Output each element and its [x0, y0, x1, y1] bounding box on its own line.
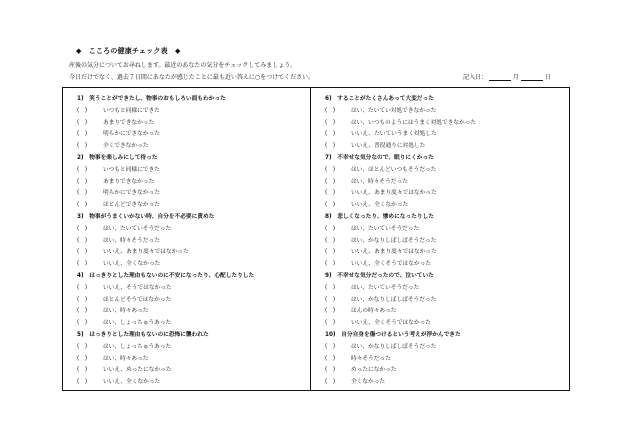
day-blank[interactable] [521, 74, 543, 81]
answer-circle-slot[interactable]: ( ) [77, 284, 88, 291]
answer-option[interactable] [325, 306, 569, 318]
answer-circle-slot[interactable]: ( ) [77, 320, 88, 327]
answer-label: はい、時々そうだった [103, 237, 160, 244]
answer-option[interactable] [325, 129, 569, 141]
answer-label: いいえ、全くそうではなかった [351, 320, 431, 327]
answer-label: はい、たいていそうだった [103, 225, 172, 232]
answer-option[interactable] [77, 236, 310, 248]
answer-circle-slot[interactable]: ( ) [77, 355, 88, 362]
answer-circle-slot[interactable]: ( ) [325, 237, 336, 244]
answer-option[interactable] [325, 236, 569, 248]
answer-circle-slot[interactable]: ( ) [77, 367, 88, 374]
answer-circle-slot[interactable]: ( ) [77, 379, 88, 386]
answer-circle-slot[interactable]: ( ) [77, 202, 88, 209]
question-title: 10) 自分自身を傷つけるという考えが浮かんできた [325, 331, 461, 338]
answer-option[interactable] [77, 129, 310, 141]
answer-circle-slot[interactable]: ( ) [325, 343, 336, 350]
answer-label: いつもと同様にできた [103, 107, 160, 114]
question-block [77, 330, 310, 389]
answer-option[interactable] [77, 106, 310, 118]
question-title: 2) 物事を楽しみにして待った [77, 154, 158, 161]
answer-label: 時々そうだった [351, 355, 391, 362]
answer-circle-slot[interactable]: ( ) [325, 131, 336, 138]
answer-label: はい、かなりしばしばそうだった [351, 237, 437, 244]
month-blank[interactable] [489, 74, 511, 81]
answer-option[interactable] [325, 354, 569, 366]
question-block [325, 94, 569, 153]
month-label: 月 [512, 74, 519, 81]
answer-circle-slot[interactable]: ( ) [77, 296, 88, 303]
answer-circle-slot[interactable]: ( ) [325, 284, 336, 291]
question-sheet [62, 87, 570, 391]
question-block [325, 271, 569, 330]
intro-line-2: 今日だけでなく、過去７日間にあなたが感じたことに最も近い答えに○をつけてください。 [69, 74, 315, 81]
answer-option[interactable] [325, 295, 569, 307]
answer-circle-slot[interactable]: ( ) [77, 343, 88, 350]
answer-option[interactable] [325, 342, 569, 354]
answer-option[interactable] [77, 224, 310, 236]
date-field[interactable] [463, 72, 551, 81]
answer-option[interactable] [325, 106, 569, 118]
answer-option[interactable] [77, 165, 310, 177]
answer-option[interactable] [325, 188, 569, 200]
answer-circle-slot[interactable]: ( ) [325, 119, 336, 126]
answer-option[interactable] [77, 141, 310, 153]
answer-option[interactable] [77, 354, 310, 366]
answer-label: はい、たいていそうだった [351, 284, 420, 291]
answer-option[interactable] [77, 188, 310, 200]
question-title: 4) はっきりとした理由もないのに不安になったり、心配したりした [77, 272, 255, 279]
day-label: 日 [544, 74, 551, 81]
question-block [325, 330, 569, 389]
answer-circle-slot[interactable]: ( ) [77, 119, 88, 126]
answer-circle-slot[interactable]: ( ) [325, 355, 336, 362]
answer-label: 明らかにできなかった [103, 131, 160, 138]
answer-circle-slot[interactable]: ( ) [77, 225, 88, 232]
answer-circle-slot[interactable]: ( ) [325, 249, 336, 256]
date-label: 記入日： [463, 74, 488, 81]
question-title: 6) することがたくさんあって大変だった [325, 96, 434, 102]
answer-label: はい、時々あった [103, 308, 149, 315]
left-column [63, 88, 310, 390]
answer-label: いいえ、全くそうではなかった [351, 261, 431, 268]
answer-option[interactable] [325, 165, 569, 177]
answer-label: はい、ほとんどいつもそうだった [351, 166, 437, 173]
answer-label: 全くなかった [351, 379, 386, 386]
answer-circle-slot[interactable]: ( ) [325, 379, 336, 386]
answer-label: はい、時々あった [103, 355, 149, 362]
answer-circle-slot[interactable]: ( ) [325, 202, 336, 209]
answer-circle-slot[interactable]: ( ) [325, 143, 336, 150]
answer-label: 明らかにできなかった [103, 190, 160, 197]
question-title: 1) 笑うことができたし、物事のおもしろい面もわかった [77, 96, 226, 102]
answer-option[interactable] [325, 177, 569, 189]
question-block [77, 94, 310, 153]
answer-option[interactable] [325, 259, 569, 271]
answer-circle-slot[interactable]: ( ) [325, 178, 336, 185]
answer-circle-slot[interactable]: ( ) [325, 190, 336, 197]
answer-label: はい、かなりしばしばそうだった [351, 296, 437, 303]
answer-label: はい、しょっちゅうあった [103, 320, 172, 327]
answer-option[interactable] [77, 118, 310, 130]
answer-option[interactable] [77, 295, 310, 307]
answer-option[interactable] [77, 377, 310, 389]
answer-option[interactable] [325, 200, 569, 212]
answer-circle-slot[interactable]: ( ) [77, 261, 88, 268]
answer-label: ほとんどそうではなかった [103, 296, 172, 303]
answer-circle-slot[interactable]: ( ) [325, 107, 336, 114]
answer-option[interactable] [325, 247, 569, 259]
answer-label: はい、時々そうだった [351, 178, 408, 185]
answer-option[interactable] [325, 365, 569, 377]
answer-option[interactable] [77, 318, 310, 330]
answer-option[interactable] [325, 224, 569, 236]
answer-label: めったになかった [351, 367, 397, 374]
answer-circle-slot[interactable]: ( ) [77, 249, 88, 256]
answer-option[interactable] [77, 177, 310, 189]
answer-option[interactable] [77, 200, 310, 212]
answer-label: いいえ、あまり度々ではなかった [351, 249, 437, 256]
answer-circle-slot[interactable]: ( ) [77, 143, 88, 150]
answer-label: ほんの時々あった [351, 308, 397, 315]
answer-circle-slot[interactable]: ( ) [77, 107, 88, 114]
form-title: ◆ こころの健康チェック表 ◆ [76, 47, 181, 55]
answer-circle-slot[interactable]: ( ) [325, 367, 336, 374]
answer-circle-slot[interactable]: ( ) [325, 308, 336, 315]
answer-circle-slot[interactable]: ( ) [77, 237, 88, 244]
answer-label: ほとんどできなかった [103, 202, 160, 209]
answer-label: いいえ、めったになかった [103, 367, 172, 374]
answer-circle-slot[interactable]: ( ) [77, 131, 88, 138]
right-column [310, 88, 569, 390]
answer-label: いいえ、たいていうまく対処した [351, 131, 437, 138]
answer-option[interactable] [325, 377, 569, 389]
answer-circle-slot[interactable]: ( ) [77, 166, 88, 173]
answer-circle-slot[interactable]: ( ) [325, 166, 336, 173]
answer-option[interactable] [325, 118, 569, 130]
answer-option[interactable] [77, 365, 310, 377]
question-block [77, 271, 310, 330]
answer-option[interactable] [77, 247, 310, 259]
question-block [77, 153, 310, 212]
answer-option[interactable] [325, 141, 569, 153]
answer-circle-slot[interactable]: ( ) [77, 308, 88, 315]
answer-label: いいえ、全くなかった [103, 261, 161, 268]
answer-label: あまりできなかった [103, 119, 155, 126]
question-block [77, 212, 310, 271]
answer-circle-slot[interactable]: ( ) [77, 190, 88, 197]
answer-option[interactable] [325, 283, 569, 295]
answer-label: いいえ、あまり度々ではなかった [351, 190, 437, 197]
answer-label: あまりできなかった [103, 178, 155, 185]
answer-label: はい、しょっちゅうあった [103, 343, 172, 350]
answer-label: いいえ、あまり度々ではなかった [103, 249, 189, 256]
question-title: 7) 不幸せな気分なので、眠りにくかった [325, 154, 434, 161]
answer-circle-slot[interactable]: ( ) [325, 320, 336, 327]
answer-label: いいえ、全くなかった [103, 379, 161, 386]
question-title: 5) はっきりとした理由もないのに恐怖に襲われた [77, 331, 209, 338]
answer-label: 全くできなかった [103, 143, 149, 150]
answer-option[interactable] [77, 259, 310, 271]
answer-circle-slot[interactable]: ( ) [325, 296, 336, 303]
intro-line-1: 産後の気分についてお尋ねします。最近のあなたの気分をチェックしてみましょう。 [69, 62, 297, 69]
answer-label: いいえ、普段通りに対処した [351, 143, 426, 150]
answer-option[interactable] [77, 342, 310, 354]
answer-circle-slot[interactable]: ( ) [325, 261, 336, 268]
answer-label: はい、かなりしばしばそうだった [351, 343, 437, 350]
answer-label: はい、たいていそうだった [351, 225, 420, 232]
question-title: 8) 悲しくなったり、惨めになったりした [325, 213, 434, 220]
question-block [325, 212, 569, 271]
question-block [325, 153, 569, 212]
answer-circle-slot[interactable]: ( ) [325, 225, 336, 232]
answer-option[interactable] [77, 283, 310, 295]
answer-label: いいえ、全くなかった [351, 202, 409, 209]
answer-label: いつもと同様にできた [103, 166, 160, 173]
answer-label: はい、いつものようにはうまく対処できなかった [351, 119, 477, 126]
question-title: 9) 不幸せな気分だったので、泣いていた [325, 272, 434, 279]
answer-option[interactable] [77, 306, 310, 318]
answer-label: いいえ、そうではなかった [103, 284, 172, 291]
answer-label: はい、たいてい対処できなかった [351, 107, 437, 114]
answer-option[interactable] [325, 318, 569, 330]
answer-circle-slot[interactable]: ( ) [77, 178, 88, 185]
question-title: 3) 物事がうまくいかない時、自分を不必要に責めた [77, 213, 215, 220]
